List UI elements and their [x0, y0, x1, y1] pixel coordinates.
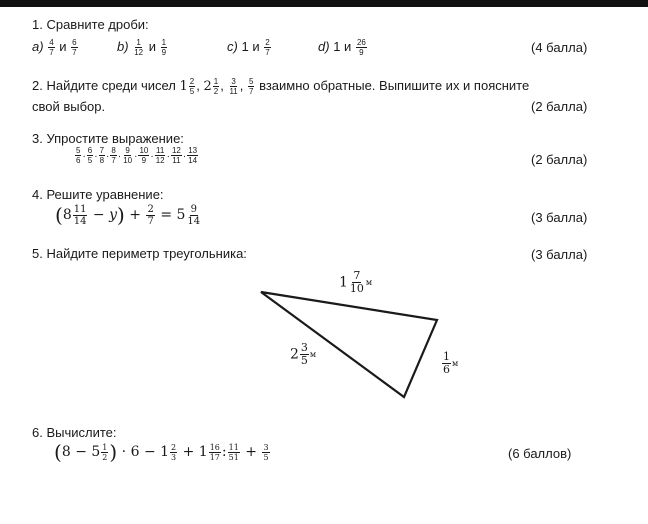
- q1-d: d) 1 и $\frac{26}{9}$: [318, 38, 366, 57]
- q5-title: 5. Найдите периметр треугольника:: [32, 246, 247, 261]
- q1-title: 1. Сравните дроби:: [32, 17, 149, 32]
- q3-fraction: $\frac{9}{10}$: [123, 146, 133, 165]
- q3-fraction: $\frac{5}{6}$: [76, 146, 81, 165]
- q1-a: а) $\frac{4}{7}$ и $\frac{6}{7}$: [32, 38, 77, 57]
- q3-dot: ·: [166, 150, 170, 162]
- q3-dot: ·: [82, 150, 86, 162]
- q3-title: 3. Упростите выражение:: [32, 131, 184, 146]
- q2-points: (2 балла): [531, 99, 588, 114]
- q6-title: 6. Вычислите:: [32, 425, 117, 440]
- q3-fraction: $\frac{13}{14}$: [188, 146, 198, 165]
- q2-line1: 2. Найдите среди чисел 1 $\frac{2}{5}$ , 2 $\frac{1}{2}$ , $\frac{3}{11}$ , $\frac{5}{7}$ взаимно обратные. Выпишите их и поясните: [32, 77, 530, 96]
- q3-dot: ·: [94, 150, 98, 162]
- side-right-label: $\frac{1}{6}$ м: [443, 350, 459, 376]
- q3-fraction: $\frac{6}{5}$: [87, 146, 93, 165]
- q3-dot: ·: [182, 150, 187, 162]
- side-left-label: 2 $\frac{3}{5}$ м: [290, 341, 317, 367]
- q3-fraction: $\frac{7}{8}$: [99, 146, 105, 165]
- q1-points: (4 балла): [531, 40, 588, 55]
- q6-points: (6 баллов): [508, 446, 572, 461]
- q3-fraction: $\frac{12}{11}$: [171, 146, 181, 165]
- side-top-label: 1 $\frac{7}{10}$ м: [339, 269, 373, 295]
- q3-dot: ·: [150, 150, 154, 162]
- q4-title: 4. Решите уравнение:: [32, 187, 164, 202]
- q3-fraction: $\frac{8}{7}$: [111, 146, 116, 165]
- q1-b: b) $\frac{1}{12}$ и $\frac{1}{9}$: [117, 38, 167, 57]
- q3-fraction: $\frac{11}{12}$: [155, 146, 165, 165]
- q5-points: (3 балла): [531, 247, 588, 262]
- q2-line2: свой выбор.: [32, 99, 106, 114]
- q1-c: c) 1 и $\frac{2}{7}$: [227, 38, 270, 57]
- q3-dot: ·: [117, 150, 122, 162]
- q4-equation: (8 $\frac{11}{14}$ − y) + $\frac{2}{7}$ = 5 $\frac{9}{14}$: [55, 203, 201, 227]
- q3-fraction: $\frac{10}{9}$: [139, 146, 149, 165]
- q4-points: (3 балла): [531, 210, 588, 225]
- triangle: [261, 292, 437, 397]
- q3-dot: ·: [134, 150, 138, 162]
- q3-points: (2 балла): [531, 152, 588, 167]
- q3-dot: ·: [106, 150, 110, 162]
- q6-expression: (8 − 5 $\frac{1}{2}$ ) · 6 − 1 $\frac{2}{3}$ + 1 $\frac{16}{17}$ : $\frac{11}{51}$ + $\frac{3}{5}$: [54, 440, 269, 464]
